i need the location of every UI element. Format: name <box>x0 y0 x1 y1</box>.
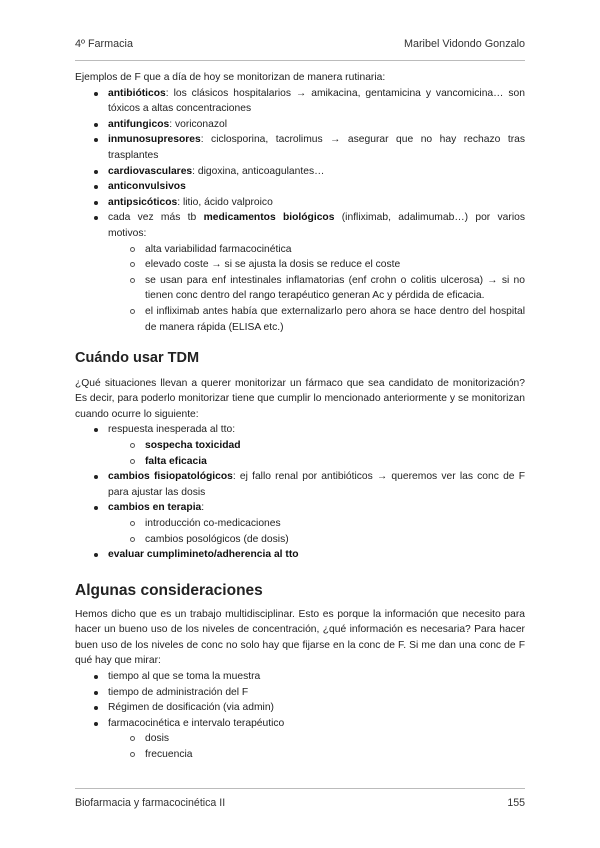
header-author: Maribel Vidondo Gonzalo <box>403 38 525 50</box>
section-when-tdm <box>75 351 525 563</box>
bullet-list <box>75 86 525 336</box>
list-item: anticonvulsivos <box>75 179 525 195</box>
bullet-list <box>75 669 525 763</box>
paragraph: Hemos dicho que es un trabajo multidisciplinar. Esto es porque la información que necesito para hacer un bueno uso de los niveles de concentración, ¿qué información es necesaria? Para hacer buen uso de los niveles de conc no solo hay que fijarse en la conc de F. Si me dan una conc de F qué hay que mirar: <box>75 608 525 667</box>
list-item: tiempo al que se toma la muestra <box>75 669 525 685</box>
list-item: cada vez más tb medicamentos biológicos (infliximab, adalimumab…) por varios motivos: alta variabilidad farmacocinética elevado coste → si se ajusta la dosis se reduce el coste se usan para enf intestinales inflamatorias (enf crohn o colitis ulcerosa) → si no tienen conc dentro del rango terapéutico generan Ac y pérdida de eficacia. el infliximab antes había que externalizarlo pero ahora se hace dentro del hospital de manera rápida (ELISA etc.) <box>75 210 525 335</box>
sub-list <box>75 438 525 469</box>
list-item: evaluar cumplimineto/adherencia al tto <box>75 547 525 563</box>
sub-list-item: cambios posológicos (de dosis) <box>108 532 525 548</box>
section-heading: Cuándo usar TDM <box>75 350 200 366</box>
section-considerations <box>75 583 525 763</box>
section-heading: Algunas consideraciones <box>75 582 263 599</box>
page-footer <box>75 796 525 812</box>
sub-list-item: dosis <box>108 731 525 747</box>
list-item: antifungicos: voriconazol <box>75 117 525 133</box>
header-divider <box>75 60 525 61</box>
section-examples <box>75 70 525 335</box>
sub-list <box>75 731 525 762</box>
list-item: cambios en terapia: introducción co-medicaciones cambios posológicos (de dosis) <box>75 500 525 547</box>
sub-list-item: alta variabilidad farmacocinética <box>108 242 525 258</box>
list-item: inmunosupresores: ciclosporina, tacrolimus → asegurar que no hay rechazo tras trasplantes <box>75 132 525 163</box>
sub-list-item: elevado coste → si se ajusta la dosis se reduce el coste <box>108 257 525 273</box>
sub-list-item: el infliximab antes había que externalizarlo pero ahora se hace dentro del hospital de manera rápida (ELISA etc.) <box>108 304 525 335</box>
paragraph: ¿Qué situaciones llevan a querer monitorizar un fármaco que sea candidato de monitorización? Es decir, para poderlo monitorizar tiene que cumplir lo mencionado anteriormente y se monitorizan cuando ocurre lo siguiente: <box>75 377 525 420</box>
sub-list <box>75 516 525 547</box>
list-item: cambios fisiopatológicos: ej fallo renal por antibióticos → queremos ver las conc de F para ajustar las dosis <box>75 469 525 500</box>
list-item: Régimen de dosificación (via admin) <box>75 700 525 716</box>
list-item: antibióticos: los clásicos hospitalarios → amikacina, gentamicina y vancomicina… son tóxicos a altas concentraciones <box>75 86 525 117</box>
sub-list-item: introducción co-medicaciones <box>108 516 525 532</box>
page-number: 155 <box>507 797 525 809</box>
list-item: cardiovasculares: digoxina, anticoagulantes… <box>75 164 525 180</box>
page-header <box>75 37 525 53</box>
list-item: antipsicóticos: litio, ácido valproico <box>75 195 525 211</box>
bullet-list <box>75 422 525 562</box>
sub-list-item: falta eficacia <box>108 454 525 470</box>
footer-subject: Biofarmacia y farmacocinética II <box>75 797 226 809</box>
header-course: 4º Farmacia <box>75 38 133 50</box>
sub-list-item: se usan para enf intestinales inflamatorias (enf crohn o colitis ulcerosa) → si no tienen conc dentro del rango terapéutico generan Ac y pérdida de eficacia. <box>108 273 525 304</box>
sub-list-item: sospecha toxicidad <box>108 438 525 454</box>
paragraph: Ejemplos de F que a día de hoy se monitorizan de manera rutinaria: <box>75 72 386 83</box>
sub-list <box>75 242 525 336</box>
list-item: respuesta inesperada al tto: sospecha toxicidad falta eficacia <box>75 422 525 469</box>
sub-list-item: frecuencia <box>108 747 525 763</box>
list-item: tiempo de administración del F <box>75 685 525 701</box>
list-item: farmacocinética e intervalo terapéutico dosis frecuencia <box>75 716 525 763</box>
footer-divider <box>75 788 525 789</box>
